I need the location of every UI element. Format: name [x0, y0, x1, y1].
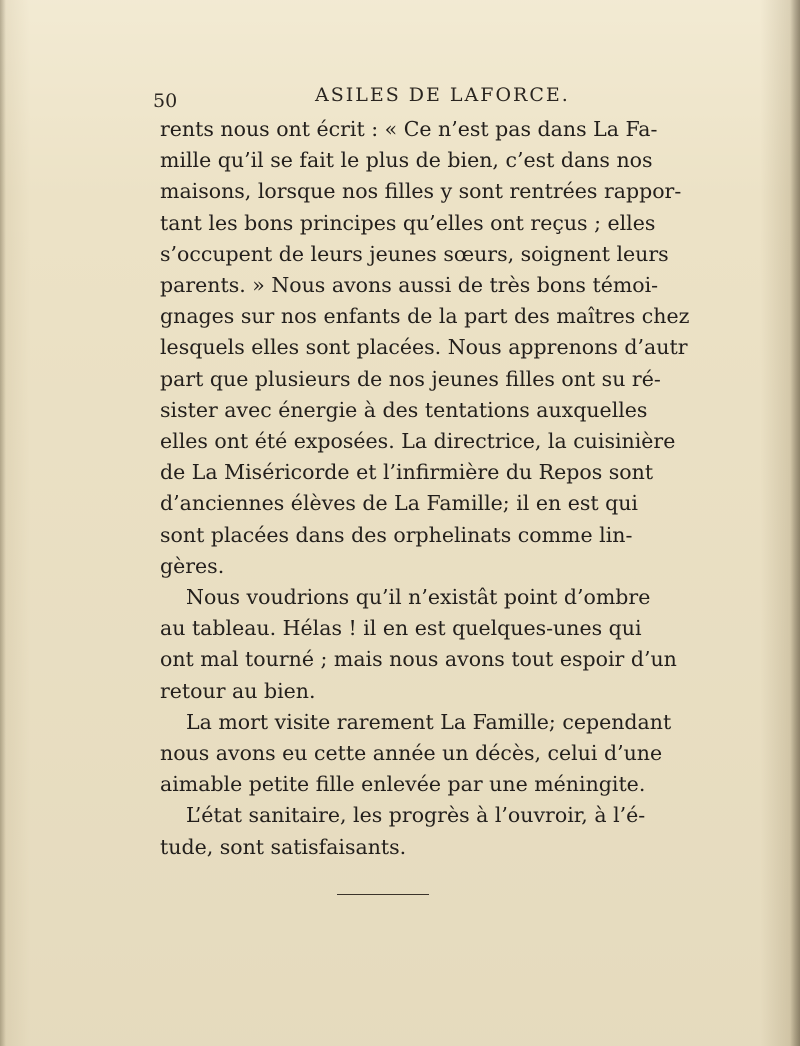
text-line: tude, sont satisfaisants.	[160, 834, 407, 859]
text-line: aimable petite fille enlevée par une méningite.	[160, 772, 646, 797]
text-line: retour au bien.	[160, 678, 316, 703]
text-line: de La Miséricorde et l’infirmière du Repos sont	[160, 460, 654, 485]
text-line: gères.	[160, 553, 225, 578]
text-line: part que plusieurs de nos jeunes filles ont su ré-	[160, 366, 661, 391]
text-line: tant les bons principes qu’elles ont reçus ; elles	[160, 210, 656, 235]
paragraph-first-line: Nous voudrions qu’il n’existât point d’ombre	[186, 585, 651, 610]
text-line: lesquels elles sont placées. Nous apprenons d’autr	[160, 335, 688, 360]
text-line: maisons, lorsque nos filles y sont rentrées rappor-	[160, 179, 682, 204]
section-end-rule	[337, 894, 429, 895]
text-line: ont mal tourné ; mais nous avons tout espoir d’un	[160, 647, 677, 672]
page-number: 50	[153, 90, 178, 112]
running-header	[151, 82, 711, 112]
text-line: nous avons eu cette année un décès, celui d’une	[160, 741, 663, 766]
text-line: parents. » Nous avons aussi de très bons témoi-	[160, 273, 659, 298]
page-left-shadow	[0, 0, 6, 1046]
text-line: mille qu’il se fait le plus de bien, c’est dans nos	[160, 148, 653, 173]
text-line: sont placées dans des orphelinats comme lin-	[160, 522, 633, 547]
paragraph-first-line: L’état sanitaire, les progrès à l’ouvroir, à l’é-	[186, 803, 646, 828]
text-line: sister avec énergie à des tentations auxquelles	[160, 397, 648, 422]
body-text	[160, 114, 712, 863]
text-line: gnages sur nos enfants de la part des maîtres chez	[160, 304, 690, 329]
text-line: d’anciennes élèves de La Famille; il en est qui	[160, 491, 638, 516]
text-line: rents nous ont écrit : « Ce n’est pas dans La Fa-	[160, 117, 658, 141]
running-title: ASILES DE LAFORCE.	[315, 84, 570, 106]
paragraph-first-line: La mort visite rarement La Famille; cependant	[186, 709, 672, 734]
text-line: elles ont été exposées. La directrice, la cuisinière	[160, 429, 676, 454]
text-line: au tableau. Hélas ! il en est quelques-unes qui	[160, 616, 642, 641]
text-line: s’occupent de leurs jeunes sœurs, soignent leurs	[160, 241, 669, 266]
page-right-edge	[790, 0, 800, 1046]
